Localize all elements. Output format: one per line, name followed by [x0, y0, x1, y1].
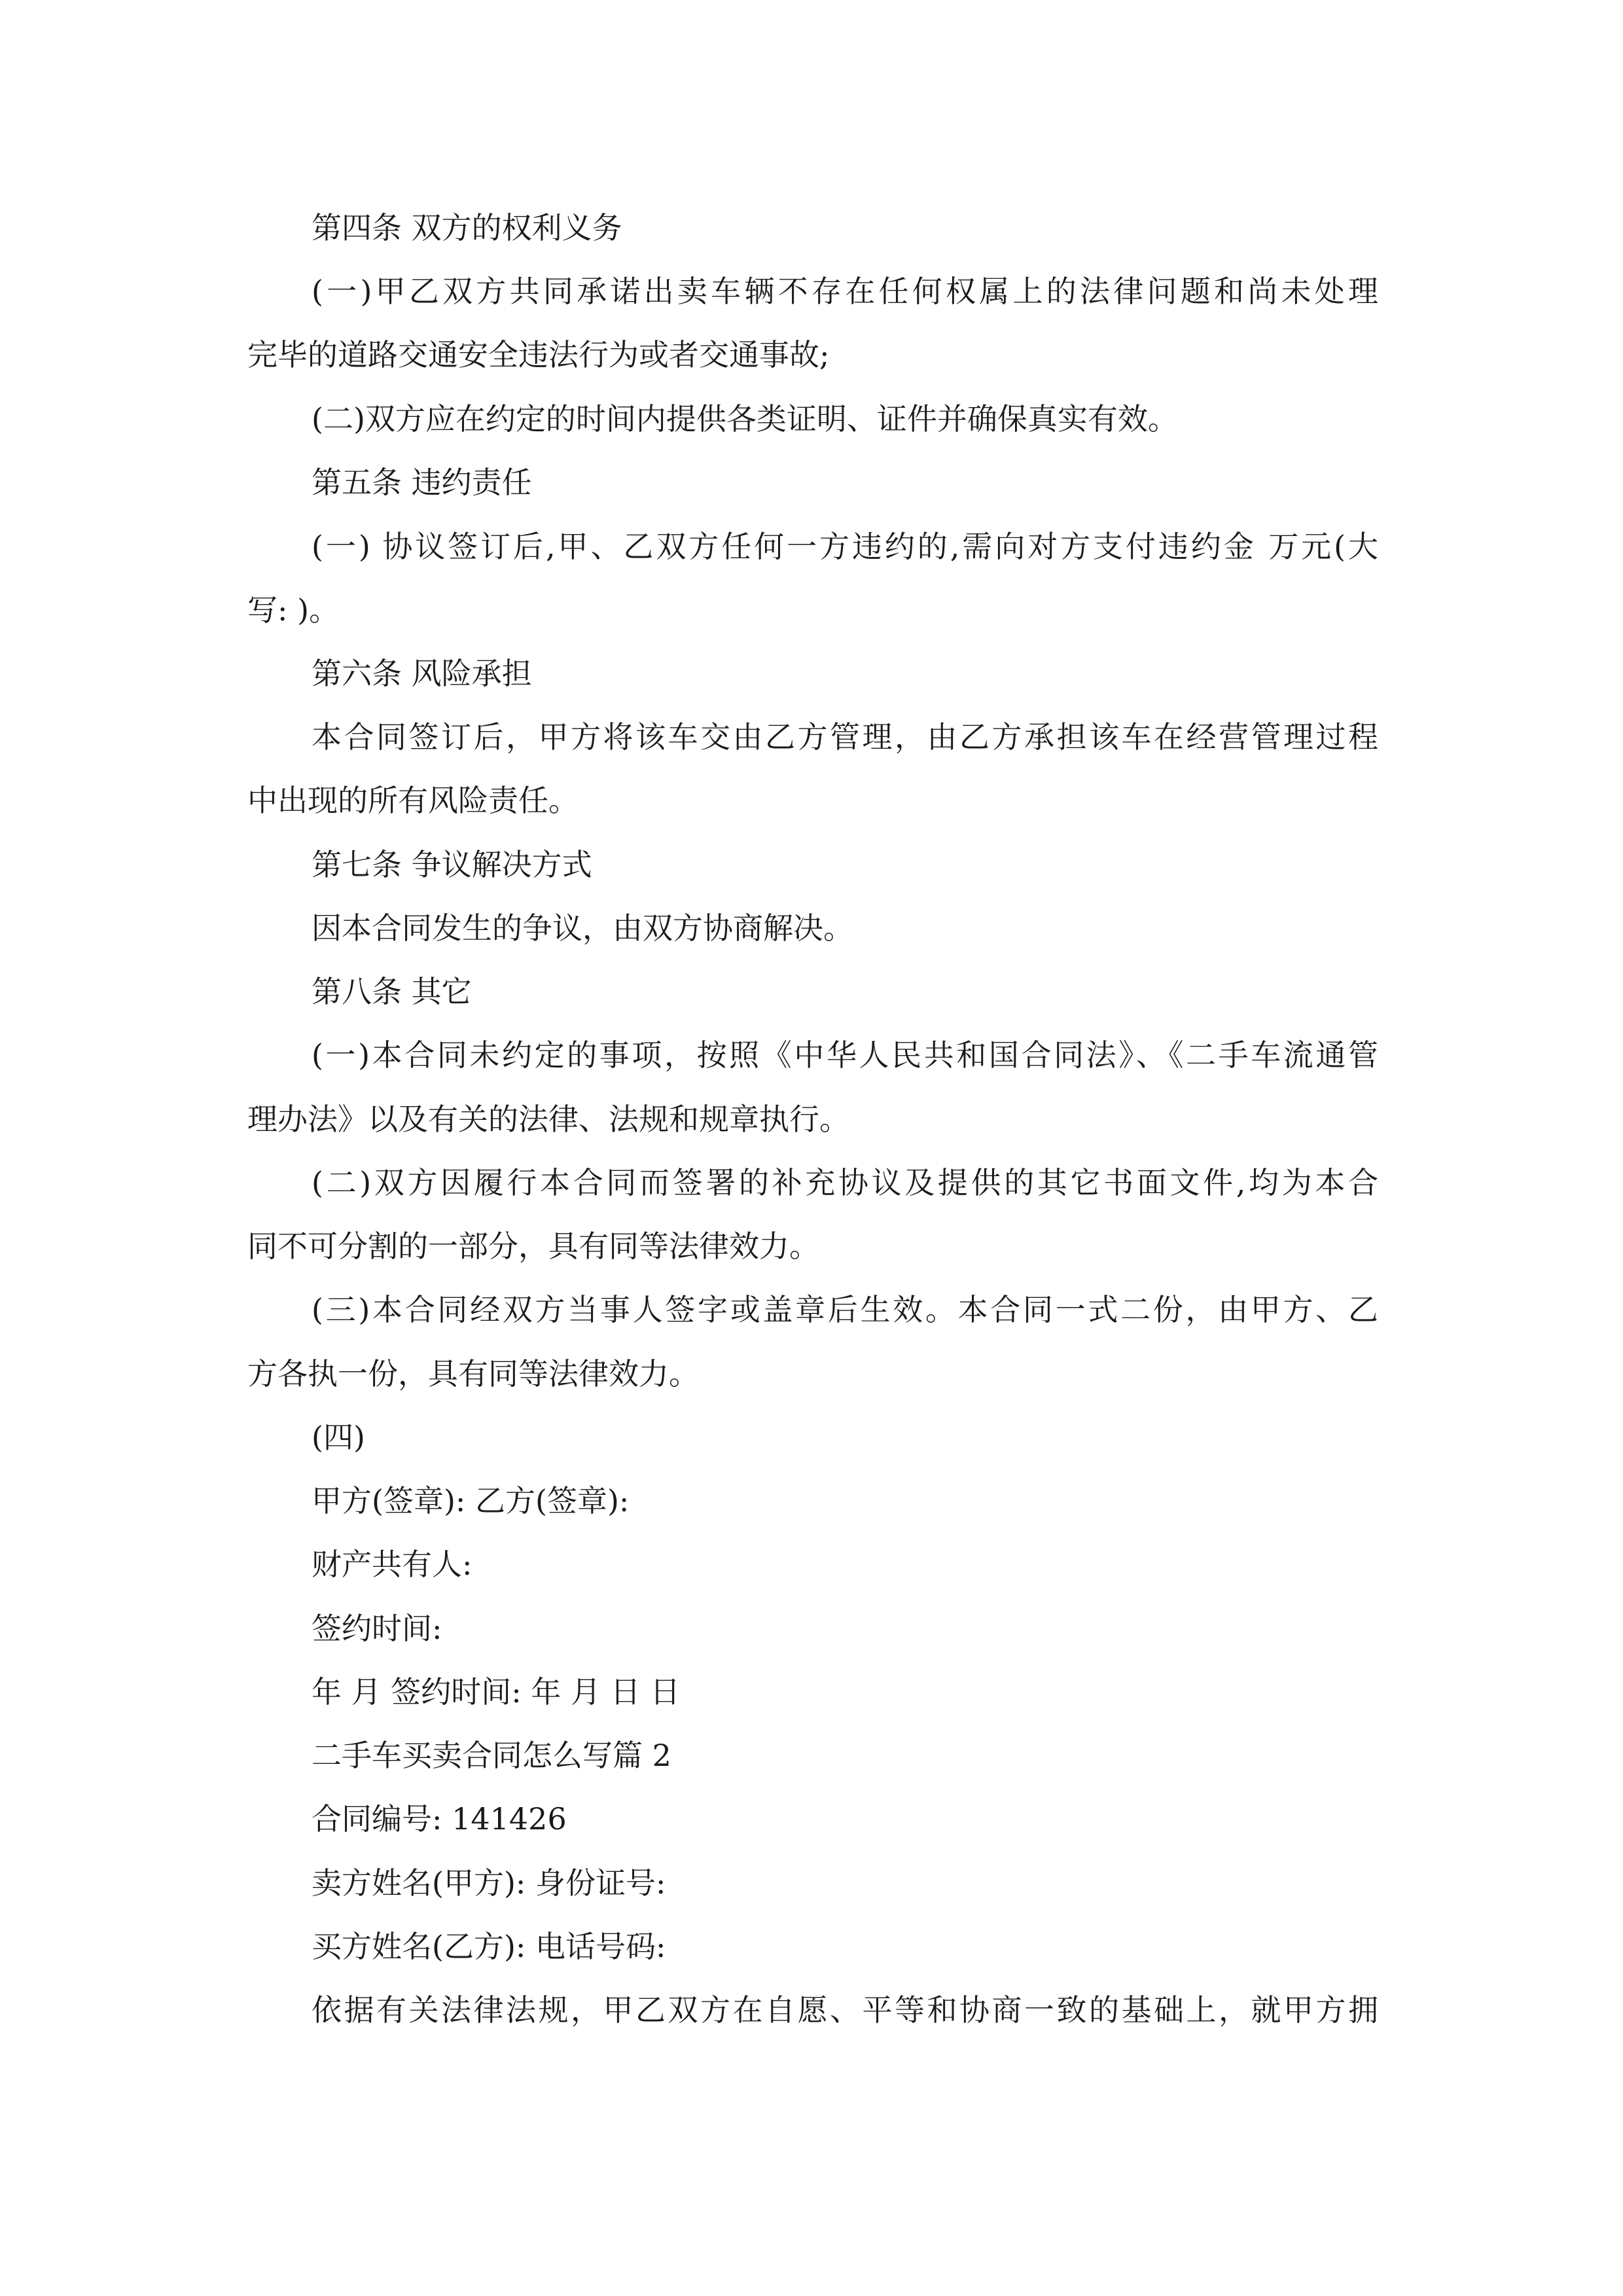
- article-4-heading: 第四条 双方的权利义务: [312, 210, 622, 245]
- section-2-title: 二手车买卖合同怎么写篇 2: [312, 1738, 671, 1773]
- article-8-clause-3-line-1: (三)本合同经双方当事人签字或盖章后生效。本合同一式二份，由甲方、乙: [312, 1292, 1378, 1327]
- article-4-clause-1-line-2: 完毕的道路交通安全违法行为或者交通事故;: [247, 337, 830, 372]
- article-8-clause-4: (四): [312, 1420, 365, 1455]
- article-8-clause-3-line-2: 方各执一份，具有同等法律效力。: [247, 1356, 699, 1391]
- article-4-clause-2: (二)双方应在约定的时间内提供各类证明、证件并确保真实有效。: [312, 401, 1178, 437]
- article-8-clause-2-line-2: 同不可分割的一部分，具有同等法律效力。: [247, 1229, 819, 1264]
- preamble-line-1: 依据有关法律法规，甲乙双方在自愿、平等和协商一致的基础上，就甲方拥: [312, 1992, 1378, 2028]
- contract-number-line: 合同编号: 141426: [312, 1801, 567, 1837]
- signing-time-line: 签约时间:: [312, 1611, 442, 1646]
- article-4-clause-1-line-1: (一)甲乙双方共同承诺出卖车辆不存在任何权属上的法律问题和尚未处理: [312, 274, 1378, 309]
- signature-parties-line: 甲方(签章): 乙方(签章):: [312, 1483, 630, 1518]
- article-6-body-line-2: 中出现的所有风险责任。: [247, 783, 579, 818]
- buyer-info-line: 买方姓名(乙方): 电话号码:: [312, 1929, 666, 1964]
- article-6-heading: 第六条 风险承担: [312, 656, 532, 691]
- article-8-clause-1-line-1: (一)本合同未约定的事项，按照《中华人民共和国合同法》、《二手车流通管: [312, 1037, 1378, 1073]
- article-7-body: 因本合同发生的争议，由双方协商解决。: [312, 910, 853, 946]
- seller-info-line: 卖方姓名(甲方): 身份证号:: [312, 1865, 666, 1901]
- article-8-clause-1-line-2: 理办法》以及有关的法律、法规和规章执行。: [247, 1102, 849, 1137]
- article-8-heading: 第八条 其它: [312, 974, 472, 1009]
- article-5-clause-1-line-2: 写: )。: [247, 592, 340, 628]
- article-7-heading: 第七条 争议解决方式: [312, 847, 592, 882]
- article-5-clause-1-line-1: (一) 协议签订后,甲、乙双方任何一方违约的,需向对方支付违约金 万元(大: [312, 529, 1378, 564]
- signing-date-line: 年 月 签约时间: 年 月 日 日: [312, 1674, 681, 1710]
- property-co-owner-line: 财产共有人:: [312, 1547, 473, 1582]
- article-8-clause-2-line-1: (二)双方因履行本合同而签署的补充协议及提供的其它书面文件,均为本合: [312, 1165, 1378, 1200]
- article-5-heading: 第五条 违约责任: [312, 465, 532, 500]
- article-6-body-line-1: 本合同签订后，甲方将该车交由乙方管理，由乙方承担该车在经营管理过程: [312, 719, 1378, 755]
